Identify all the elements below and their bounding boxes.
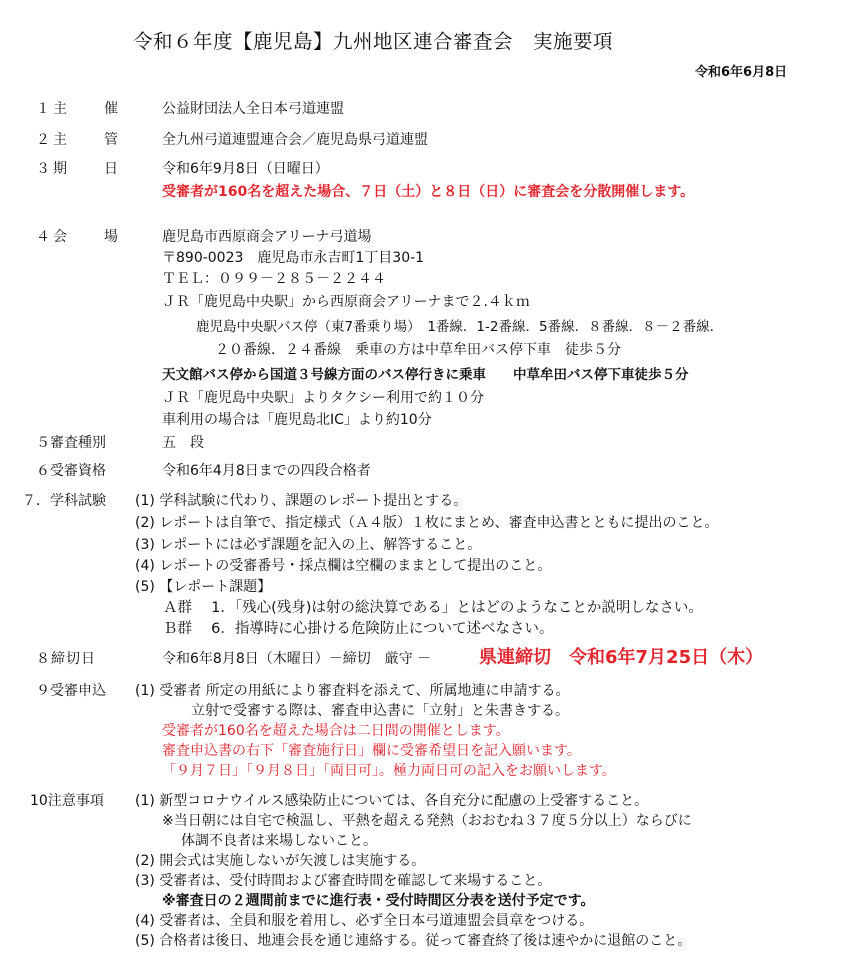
deadline-highlight: 県連締切 令和6年7月25日（木）	[479, 647, 764, 668]
deadline-label: ８締切日	[36, 651, 96, 667]
application-red-line: 受審者が160名を超えた場合は二日間の開催とします。	[162, 723, 510, 739]
venue-label: ４会 場	[36, 229, 121, 245]
issue-date: 令和6年6月8日	[695, 65, 788, 80]
eligibility-label: ６受審資格	[36, 463, 106, 479]
written-exam-line: (1) 学科試験に代わり、課題のレポート提出とする。	[135, 493, 468, 509]
venue-line: ＴＥＬ：０９９－２８５－２２４４	[162, 271, 386, 287]
venue-line: ＪＲ「鹿児島中央駅」よりタクシー利用で約１０分	[162, 390, 484, 406]
notes-line: (1) 新型コロナウイルス感染防止については、各自充分に配慮の上受審すること。	[135, 793, 649, 809]
exam-type-value: 五 段	[162, 435, 204, 451]
organizer-value: 公益財団法人全日本弓道連盟	[162, 101, 344, 117]
written-exam-line: (3) レポートには必ず課題を記入の上、解答すること。	[135, 537, 482, 553]
written-exam-line: Ａ群 1．「残心(残身)は射の総決算である」とはどのようなことか説明しなさい。	[163, 600, 703, 616]
host-value: 全九州弓道連盟連合会／鹿児島県弓道連盟	[162, 132, 428, 148]
eligibility-value: 令和6年4月8日までの四段合格者	[162, 463, 371, 479]
notes-line: ※当日朝には自宅で検温し、平熱を超える発熱（おおむね３７度５分以上）ならびに	[162, 813, 692, 829]
written-exam-line: (5) 【レポート課題】	[135, 579, 272, 595]
application-line: (1) 受審者 所定の用紙により審査料を添えて、所属地連に申請する。	[135, 683, 570, 699]
venue-line: 車利用の場合は「鹿児島北IC」より約10分	[162, 412, 432, 428]
deadline-value: 令和6年8月8日（木曜日）－締切 厳守 －	[162, 651, 432, 667]
written-exam-line: (4) レポートの受審番号・採点欄は空欄のままとして提出のこと。	[135, 558, 552, 574]
notes-line: (3) 受審者は、受付時間および審査時間を確認して来場すること。	[135, 873, 552, 889]
exam-type-label: ５審査種別	[36, 435, 106, 451]
written-exam-line: (2) レポートは自筆で、指定様式（Ａ４版）１枚にまとめ、審査申込書とともに提出のこと。	[135, 515, 719, 531]
venue-line: ２０番線．２４番線 乗車の方は中草牟田バス停下車 徒歩５分	[215, 342, 621, 358]
venue-line: ＪＲ「鹿児島中央駅」から西原商会アリーナまで２.４ｋｍ	[162, 294, 530, 310]
organizer-label: １主 催	[36, 101, 121, 117]
period-value: 令和6年9月8日（日曜日）	[162, 161, 329, 177]
venue-line: 鹿児島市西原商会アリーナ弓道場	[162, 229, 372, 245]
period-label: ３期 日	[36, 161, 121, 177]
venue-line: 〒890-0023 鹿児島市永吉町1丁目30-1	[162, 250, 425, 266]
notes-label: 10注意事項	[30, 793, 104, 809]
written-exam-line: Ｂ群 6．指導時に心掛ける危険防止について述べなさい。	[163, 621, 554, 637]
written-exam-label: ７．学科試験	[22, 493, 106, 509]
period-note: 受審者が160名を超えた場合、７日（土）と８日（日）に審査会を分散開催します。	[162, 184, 695, 200]
notes-line: (2) 開会式は実施しないが矢渡しは実施する。	[135, 853, 426, 869]
document-title: 令和６年度【鹿児島】九州地区連合審査会 実施要項	[133, 30, 614, 53]
venue-line: 鹿児島中央駅バス停（東7番乗り場） 1番線．1-2番線．5番線．８番線．８－２番線．	[196, 319, 724, 335]
application-line: 立射で受審する際は、審査申込書に「立射」と朱書きする。	[191, 703, 569, 719]
venue-line: 天文館バス停から国道３号線方面のバス停行きに乗車 中草牟田バス停下車徒歩５分	[162, 367, 689, 383]
notes-line: 体調不良者は来場しないこと。	[181, 833, 377, 849]
notes-line: ※審査日の２週間前までに進行表・受付時間区分表を送付予定です。	[162, 893, 595, 909]
application-red-line: 「９月７日」「９月８日」「両日可」。極力両日可の記入をお願いします。	[162, 763, 616, 779]
notes-line: (4) 受審者は、全員和服を着用し、必ず全日本弓道連盟会員章をつける。	[135, 913, 594, 929]
notes-line: (5) 合格者は後日、地連会長を通じ連絡する。従って審査終了後は速やかに退館のこと。	[135, 933, 692, 949]
application-red-line: 審査申込書の右下「審査施行日」欄に受審希望日を記入願います。	[162, 743, 581, 759]
host-label: ２主 管	[36, 132, 121, 148]
application-label: ９受審申込	[36, 683, 106, 699]
